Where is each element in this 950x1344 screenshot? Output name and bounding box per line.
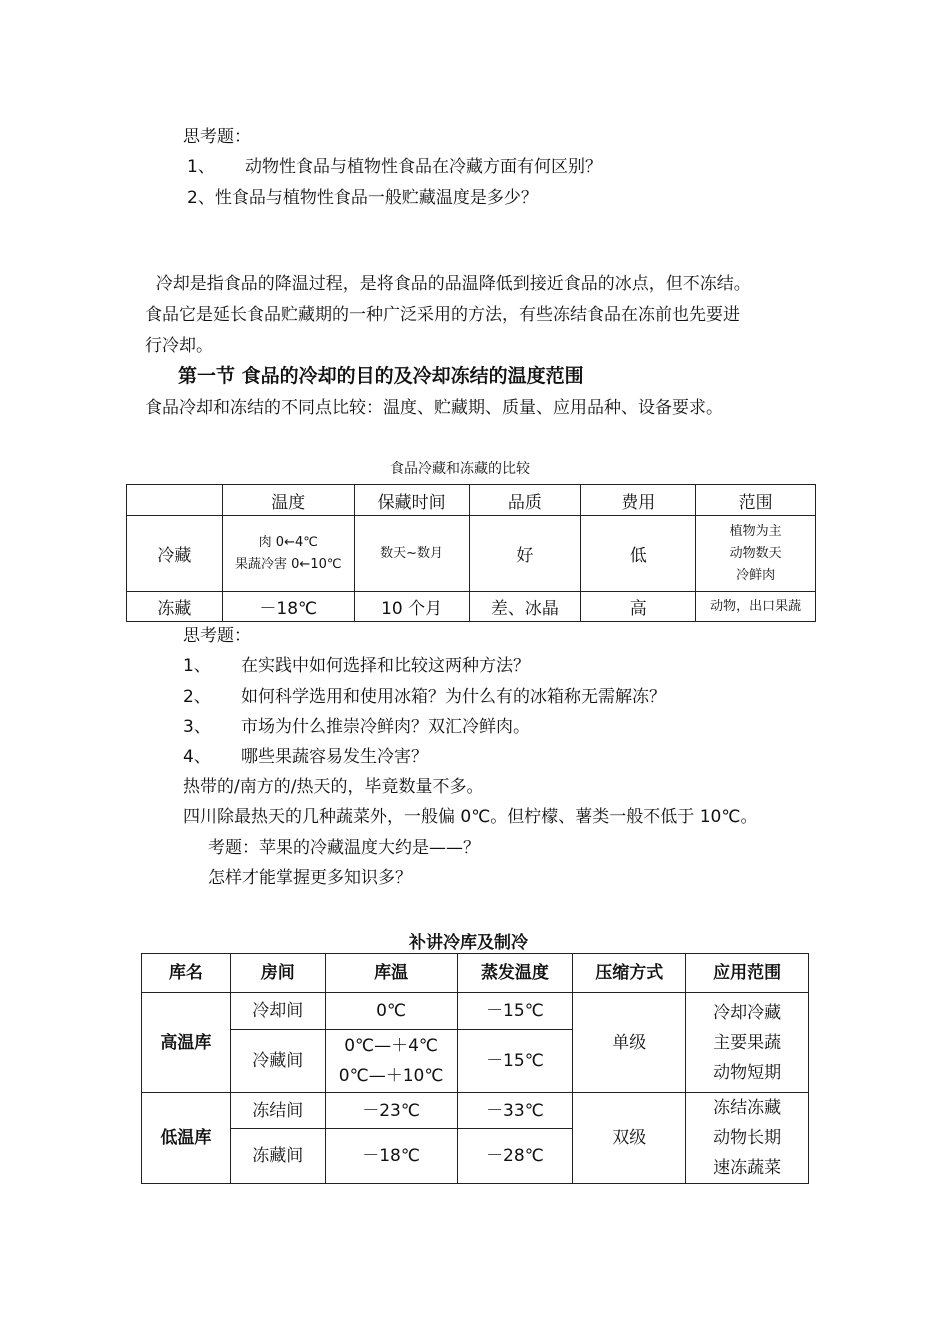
think-item: [187, 155, 602, 179]
temp-line: 0℃—＋4℃: [344, 1036, 439, 1056]
cost-cell: 高: [581, 592, 696, 622]
header-cell: 范围: [696, 485, 816, 516]
range-line: 动物数天: [729, 545, 782, 561]
temp-cell: －18℃: [222, 592, 354, 622]
table-row: [127, 516, 816, 592]
range-line: 冷鲜肉: [736, 567, 776, 583]
think-item: [183, 745, 428, 769]
table-row: [142, 993, 809, 1030]
temp-cell: －23℃: [325, 1093, 457, 1129]
application-line: 动物长期: [713, 1128, 782, 1148]
compress-cell: 双级: [573, 1093, 686, 1184]
item-number: 4、: [183, 747, 211, 767]
item-text: 哪些果蔬容易发生冷害？: [241, 747, 428, 767]
section-heading: 第一节 食品的冷却的目的及冷却冻结的温度范围: [178, 365, 584, 387]
evap-cell: －28℃: [457, 1129, 573, 1184]
item-text: 市场为什么推崇冷鲜肉？双汇冷鲜肉。: [241, 717, 530, 737]
time-cell: 10 个月: [354, 592, 469, 622]
table-row: [142, 1093, 809, 1129]
store-name: 高温库: [142, 993, 231, 1093]
application-line: 动物短期: [713, 1062, 782, 1083]
temp-cell: [222, 516, 354, 592]
item-number: 1、: [187, 157, 215, 177]
header-cell: [127, 485, 223, 516]
think-title-2: 思考题：: [183, 626, 251, 646]
compress-cell: 单级: [573, 993, 686, 1093]
header-cell: 库温: [325, 954, 457, 993]
table-header-row: [142, 954, 809, 993]
header-cell: 库名: [142, 954, 231, 993]
evap-cell: －15℃: [457, 1030, 573, 1093]
item-text: 如何科学选用和使用冰箱？为什么有的冰箱称无需解冻？: [241, 687, 666, 707]
intro-line: 行冷却。: [145, 336, 213, 356]
table1-caption: 食品冷藏和冻藏的比较: [390, 461, 530, 477]
quality-cell: 差、冰晶: [469, 592, 581, 622]
room-cell: 冻藏间: [230, 1129, 325, 1184]
temp-cell: 0℃: [325, 993, 457, 1030]
item-number: 3、: [183, 717, 211, 737]
cold-storage-table: [141, 953, 809, 1184]
note-line: 考题：苹果的冷藏温度大约是——？: [208, 838, 480, 858]
temp-meat: 肉 0←4℃: [258, 534, 318, 550]
header-cell: 保藏时间: [354, 485, 469, 516]
header-cell: 压缩方式: [573, 954, 686, 993]
range-line: 植物为主: [729, 523, 782, 539]
application-line: 冻结冻藏: [713, 1098, 782, 1118]
room-cell: 冷藏间: [230, 1030, 325, 1093]
temp-cell: [325, 1030, 457, 1093]
row-name: 冷藏: [127, 516, 223, 592]
header-cell: 应用范围: [686, 954, 809, 993]
header-cell: 蒸发温度: [457, 954, 573, 993]
item-text: 性食品与植物性食品一般贮藏温度是多少？: [214, 188, 538, 208]
header-cell: 温度: [222, 485, 354, 516]
application-line: 冷却冷藏: [713, 1002, 782, 1023]
think-item: [183, 715, 530, 739]
section-summary: 食品冷却和冻结的不同点比较：温度、贮藏期、质量、应用品种、设备要求。: [145, 398, 723, 418]
evap-cell: －15℃: [457, 993, 573, 1030]
intro-line: 冷却是指食品的降温过程，是将食品的品温降低到接近食品的冰点，但不冻结。: [145, 274, 751, 294]
think-item: [183, 654, 530, 678]
think-title-1: 思考题：: [183, 127, 251, 147]
item-number: 2、: [187, 188, 215, 208]
evap-cell: －33℃: [457, 1093, 573, 1129]
comparison-table: [126, 484, 816, 622]
temp-cell: －18℃: [325, 1129, 457, 1184]
table-row: [127, 592, 816, 622]
range-cell: 动物，出口果蔬: [696, 592, 816, 622]
temp-line: 0℃—＋10℃: [338, 1066, 444, 1086]
table-header-row: [127, 485, 816, 516]
application-cell: [686, 993, 809, 1093]
note-line: 热带的/南方的/热天的，毕竟数量不多。: [183, 777, 484, 797]
temp-produce: 果蔬冷害 0←10℃: [235, 556, 342, 572]
item-number: 1、: [183, 656, 211, 676]
note-line: 怎样才能掌握更多知识多？: [208, 868, 412, 888]
application-line: 速冻蔬菜: [713, 1158, 782, 1178]
range-cell: [696, 516, 816, 592]
item-text: 在实践中如何选择和比较这两种方法？: [241, 656, 530, 676]
item-text: 动物性食品与植物性食品在冷藏方面有何区别？: [245, 157, 602, 177]
row-name: 冻藏: [127, 592, 223, 622]
room-cell: 冷却间: [230, 993, 325, 1030]
think-item: [183, 685, 666, 709]
item-number: 2、: [183, 687, 211, 707]
room-cell: 冻结间: [230, 1093, 325, 1129]
application-line: 主要果蔬: [713, 1032, 782, 1053]
time-cell: 数天~数月: [354, 516, 469, 592]
cost-cell: 低: [581, 516, 696, 592]
table2-caption: 补讲冷库及制冷: [409, 933, 528, 953]
quality-cell: 好: [469, 516, 581, 592]
store-name: 低温库: [142, 1093, 231, 1184]
header-cell: 品质: [469, 485, 581, 516]
header-cell: 费用: [581, 485, 696, 516]
intro-line: 食品它是延长食品贮藏期的一种广泛采用的方法，有些冻结食品在冻前也先要进: [145, 305, 740, 325]
think-item: [187, 186, 538, 210]
header-cell: 房间: [230, 954, 325, 993]
note-line: 四川除最热天的几种蔬菜外，一般偏 0℃。但柠檬、薯类一般不低于 10℃。: [183, 807, 758, 827]
application-cell: [686, 1093, 809, 1184]
